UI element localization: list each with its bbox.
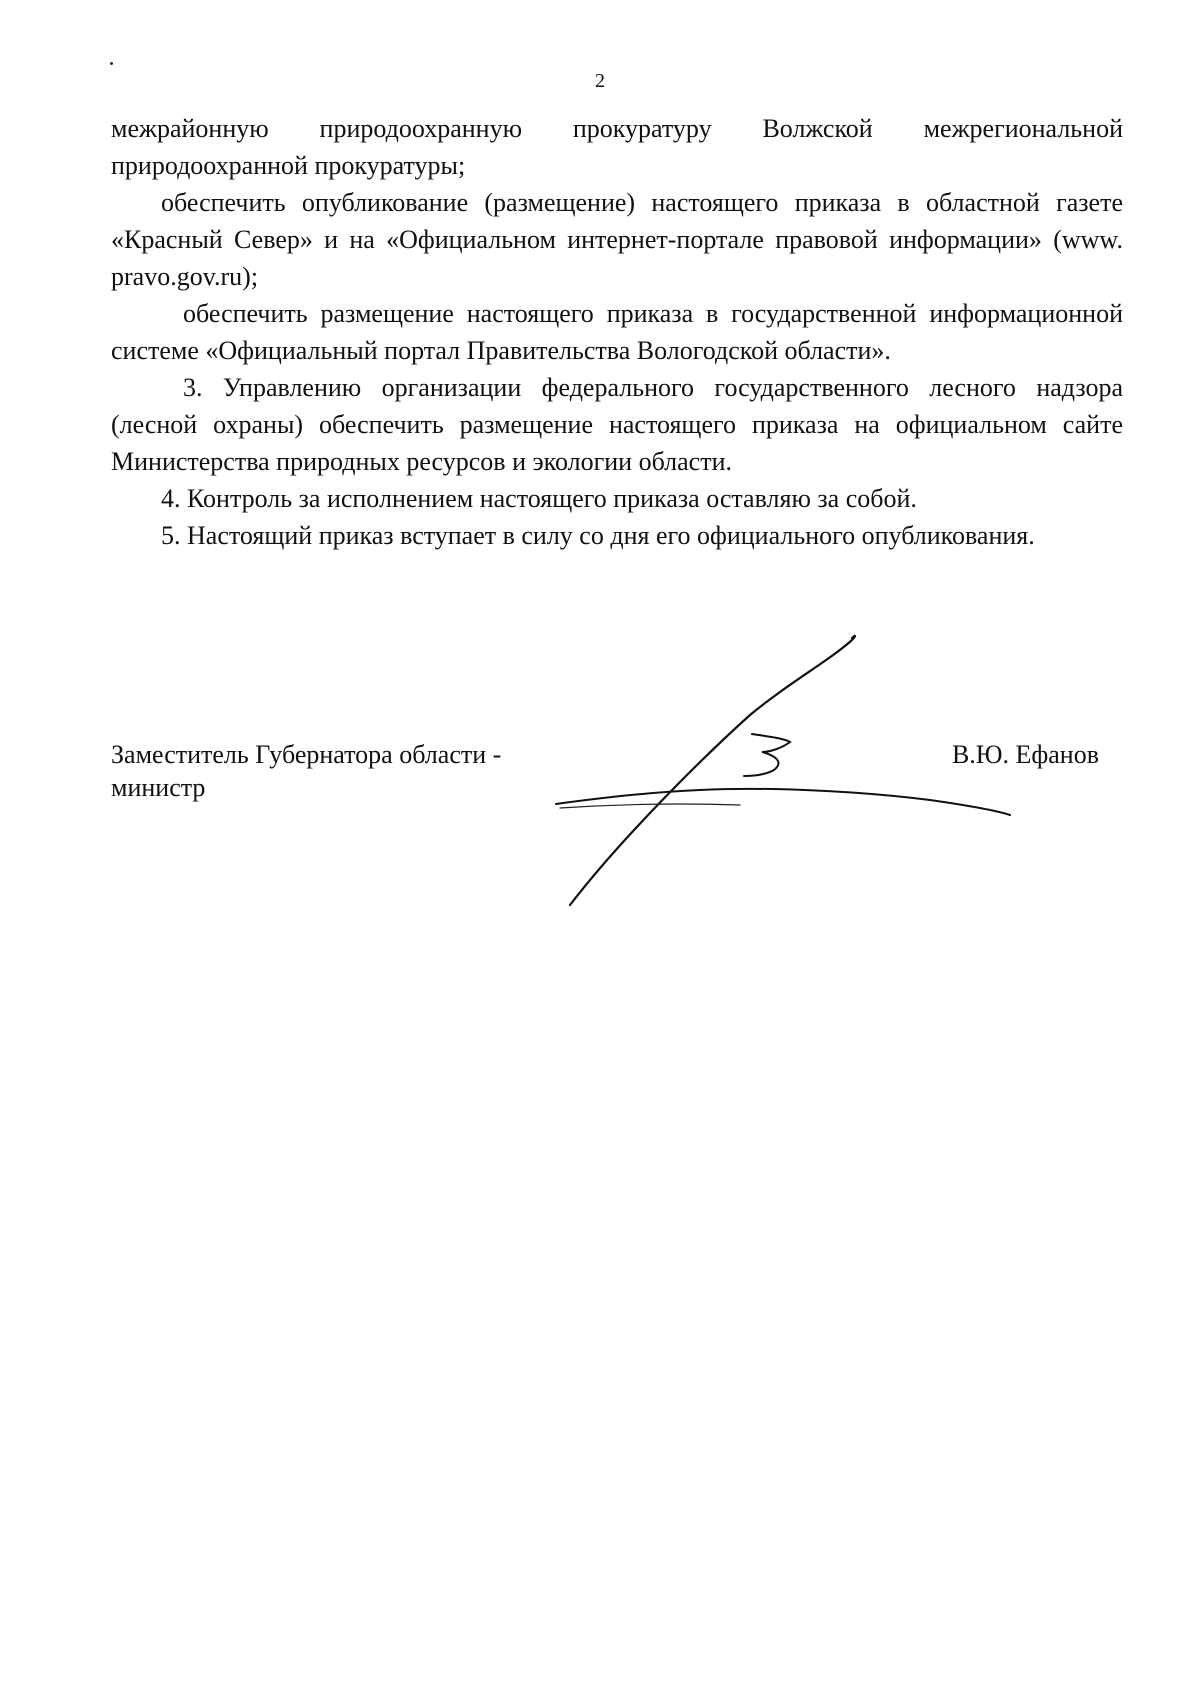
scan-speck [110, 62, 113, 65]
signer-name: В.Ю. Ефанов [951, 740, 1099, 769]
paragraph-item-5: 5. Настоящий приказ вступает в силу со дня его официального опубликования. [161, 521, 1035, 550]
paragraph-item-4: 4. Контроль за исполнением настоящего приказа оставляю за собой. [161, 484, 917, 513]
paragraph-portal-placement: обеспечить размещение настоящего приказа в государственной информационной системе «Официальный портал Правительства Вологодской области». [111, 299, 1123, 365]
paragraph-item-3: 3. Управлению организации федерального государственного лесного надзора (лесной охраны) обеспечить размещение настоящего приказа на официальном сайте Министерства природных ресурсов и экологии области. [111, 373, 1123, 476]
paragraph-prosecutor: межрайонную природоохранную прокуратуру Волжской межрегиональной природоохранной прокуратуры; [111, 114, 1123, 180]
page-number: 2 [595, 70, 605, 92]
signer-title-line1: Заместитель Губернатора области - [111, 740, 502, 769]
paragraph-publication: обеспечить опубликование (размещение) настоящего приказа в областной газете «Красный Север» и на «Официальном интернет-портале правовой информации» (www. pravo.gov.ru); [111, 188, 1123, 291]
signature-block [111, 738, 1123, 818]
signer-title-line2: министр [111, 773, 206, 802]
signer-title [111, 738, 591, 804]
document-body [111, 110, 1123, 554]
